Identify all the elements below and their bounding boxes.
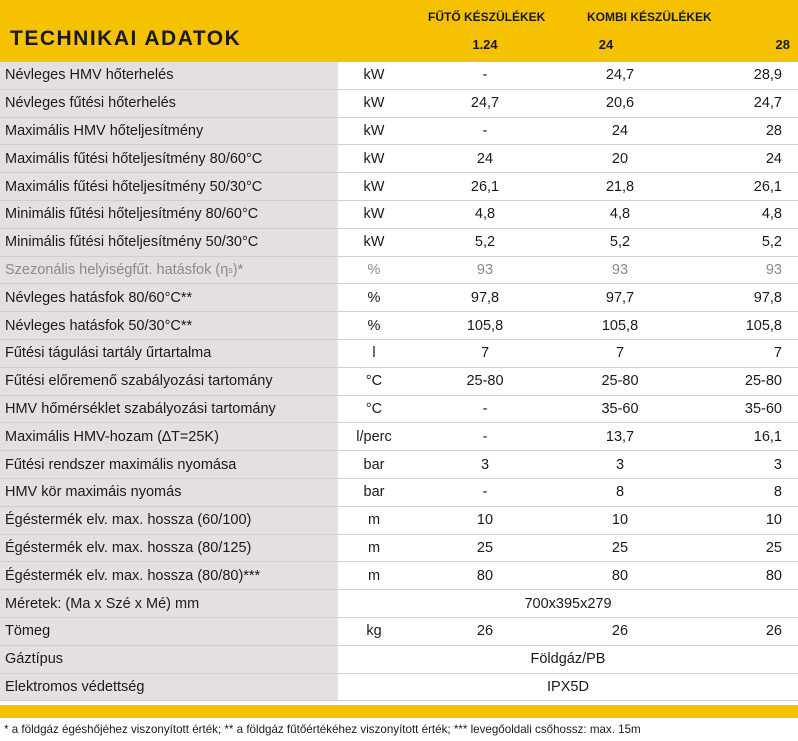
row-label-tail: )*	[232, 261, 244, 278]
row-unit: kW	[338, 62, 410, 89]
table-row	[0, 479, 798, 507]
value-24: 25-80	[601, 373, 639, 390]
row-label: Gáztípus	[0, 646, 338, 673]
row-label: Fűtési tágulási tartály űrtartalma	[0, 340, 338, 367]
row-unit: kW	[338, 173, 410, 200]
value-28: 7	[773, 345, 782, 362]
row-label: Névleges hatásfok 80/60°C**	[0, 284, 338, 311]
value-24: 10	[611, 512, 629, 529]
value-24: 25	[611, 539, 629, 556]
value-24: 20	[611, 150, 629, 167]
value-28: 10	[765, 512, 782, 529]
value-24: 26	[611, 623, 629, 640]
value-1-24: 25-80	[466, 373, 504, 390]
row-unit: m	[338, 562, 410, 589]
table-row	[0, 507, 798, 535]
table-row	[0, 535, 798, 563]
row-unit: %	[338, 284, 410, 311]
value-1-24: 26,1	[470, 178, 500, 195]
table-row	[0, 173, 798, 201]
value-1-24: 80	[476, 567, 494, 584]
footer-accent-bar	[0, 705, 798, 718]
value-1-24: 105,8	[466, 317, 504, 334]
table-row	[0, 396, 798, 424]
row-label: HMV kör maximáis nyomás	[0, 479, 338, 506]
row-unit: °C	[338, 396, 410, 423]
table-row	[0, 368, 798, 396]
row-label: Maximális HMV-hozam (∆T=25K)	[0, 423, 338, 450]
value-24: 24	[611, 122, 629, 139]
row-label: Elektromos védettség	[0, 674, 338, 701]
table-row	[0, 145, 798, 173]
row-label: Maximális fűtési hőteljesítmény 80/60°C	[0, 145, 338, 172]
row-unit: bar	[338, 479, 410, 506]
value-1-24: 3	[480, 456, 490, 473]
group-heading-combi: KOMBI KÉSZÜLÉKEK	[587, 10, 712, 24]
table-row	[0, 590, 798, 618]
value-24: 7	[615, 345, 625, 362]
row-label: Méretek: (Ma x Szé x Mé) mm	[0, 590, 338, 617]
row-label: Névleges HMV hőterhelés	[0, 62, 338, 89]
row-unit: l/perc	[338, 423, 410, 450]
value-24: 20,6	[605, 95, 635, 112]
table-row	[0, 284, 798, 312]
table-row	[0, 90, 798, 118]
table-row	[0, 340, 798, 368]
value-1-24: -	[482, 400, 488, 417]
table-row	[0, 562, 798, 590]
value-24: 3	[615, 456, 625, 473]
value-24: 93	[611, 261, 629, 278]
row-unit: m	[338, 535, 410, 562]
page-title: TECHNIKAI ADATOK	[10, 27, 242, 50]
value-28: 5,2	[761, 234, 782, 251]
value-28: 28,9	[753, 67, 782, 84]
value-28: 26,1	[753, 178, 782, 195]
row-label: Maximális HMV hőteljesítmény	[0, 118, 338, 145]
table-row	[0, 118, 798, 146]
table-row	[0, 618, 798, 646]
row-label: Fűtési előremenő szabályozási tartomány	[0, 368, 338, 395]
row-unit: kg	[338, 618, 410, 645]
table-row	[0, 312, 798, 340]
row-label: Tömeg	[0, 618, 338, 645]
group-heading-heating: FŰTŐ KÉSZÜLÉKEK	[428, 10, 546, 24]
row-shared-value: 700x395x279	[524, 595, 612, 612]
footnote: * a földgáz égéshőjéhez viszonyított érték; ** a földgáz fűtőértékéhez viszonyított érték; *** levegőoldali csőhossz: max. 15m	[4, 723, 641, 736]
value-28: 4,8	[761, 206, 782, 223]
value-24: 4,8	[609, 206, 631, 223]
table-row	[0, 229, 798, 257]
value-28: 24,7	[753, 95, 782, 112]
row-label: HMV hőmérséklet szabályozási tartomány	[0, 396, 338, 423]
row-unit: kW	[338, 145, 410, 172]
value-24: 21,8	[605, 178, 635, 195]
table-row	[0, 674, 798, 702]
row-shared-value: IPX5D	[547, 678, 589, 695]
row-label: Minimális fűtési hőteljesítmény 80/60°C	[0, 201, 338, 228]
value-1-24: 26	[476, 623, 494, 640]
value-1-24: 93	[476, 261, 494, 278]
value-1-24: -	[482, 484, 488, 501]
value-28: 24	[765, 150, 782, 167]
row-label: Névleges fűtési hőterhelés	[0, 90, 338, 117]
value-1-24: 10	[476, 512, 494, 529]
spec-table	[0, 62, 798, 701]
model-heading-28: 28	[775, 37, 790, 52]
table-row	[0, 257, 798, 285]
value-28: 25	[765, 539, 782, 556]
row-unit: °C	[338, 368, 410, 395]
value-28: 16,1	[753, 428, 782, 445]
value-1-24: 7	[480, 345, 490, 362]
table-row	[0, 451, 798, 479]
row-unit: kW	[338, 229, 410, 256]
table-row	[0, 62, 798, 90]
row-label: Égéstermék elv. max. hossza (60/100)	[0, 507, 338, 534]
row-label	[0, 257, 338, 284]
row-unit: %	[338, 257, 410, 284]
value-1-24: -	[482, 67, 488, 84]
row-unit: kW	[338, 90, 410, 117]
value-1-24: 24	[476, 150, 494, 167]
value-24: 80	[611, 567, 629, 584]
row-label: Minimális fűtési hőteljesítmény 50/30°C	[0, 229, 338, 256]
table-row	[0, 646, 798, 674]
row-unit: kW	[338, 201, 410, 228]
value-28: 28	[765, 122, 782, 139]
value-24: 97,7	[605, 289, 635, 306]
table-row	[0, 201, 798, 229]
value-24: 105,8	[601, 317, 639, 334]
value-24: 24,7	[605, 67, 635, 84]
row-label: Fűtési rendszer maximális nyomása	[0, 451, 338, 478]
row-label-main: Szezonális helyiségfűt. hatásfok (η	[5, 261, 229, 278]
model-heading-24: 24	[598, 37, 614, 52]
row-unit: %	[338, 312, 410, 339]
row-unit: m	[338, 507, 410, 534]
value-1-24: 4,8	[474, 206, 496, 223]
value-28: 80	[765, 567, 782, 584]
value-1-24: -	[482, 428, 488, 445]
table-header	[0, 0, 798, 62]
row-unit: l	[338, 340, 410, 367]
value-24: 35-60	[601, 400, 639, 417]
value-1-24: 24,7	[470, 95, 500, 112]
value-28: 93	[765, 261, 782, 278]
value-28: 26	[765, 623, 782, 640]
value-28: 8	[773, 484, 782, 501]
value-1-24: -	[482, 122, 488, 139]
row-label: Névleges hatásfok 50/30°C**	[0, 312, 338, 339]
model-heading-1-24: 1.24	[472, 37, 498, 52]
row-label-subscript: s	[228, 264, 233, 275]
value-24: 5,2	[609, 234, 631, 251]
value-28: 97,8	[753, 289, 782, 306]
value-24: 13,7	[605, 428, 635, 445]
value-24: 8	[615, 484, 625, 501]
value-1-24: 5,2	[474, 234, 496, 251]
row-label: Maximális fűtési hőteljesítmény 50/30°C	[0, 173, 338, 200]
table-row	[0, 423, 798, 451]
value-28: 25-80	[744, 373, 782, 390]
row-shared-value: Földgáz/PB	[530, 651, 606, 668]
value-28: 105,8	[745, 317, 782, 334]
row-unit: bar	[338, 451, 410, 478]
value-28: 35-60	[744, 400, 782, 417]
value-28: 3	[773, 456, 782, 473]
value-1-24: 97,8	[470, 289, 500, 306]
row-unit: kW	[338, 118, 410, 145]
row-label: Égéstermék elv. max. hossza (80/80)***	[0, 562, 338, 589]
row-label: Égéstermék elv. max. hossza (80/125)	[0, 535, 338, 562]
value-1-24: 25	[476, 539, 494, 556]
